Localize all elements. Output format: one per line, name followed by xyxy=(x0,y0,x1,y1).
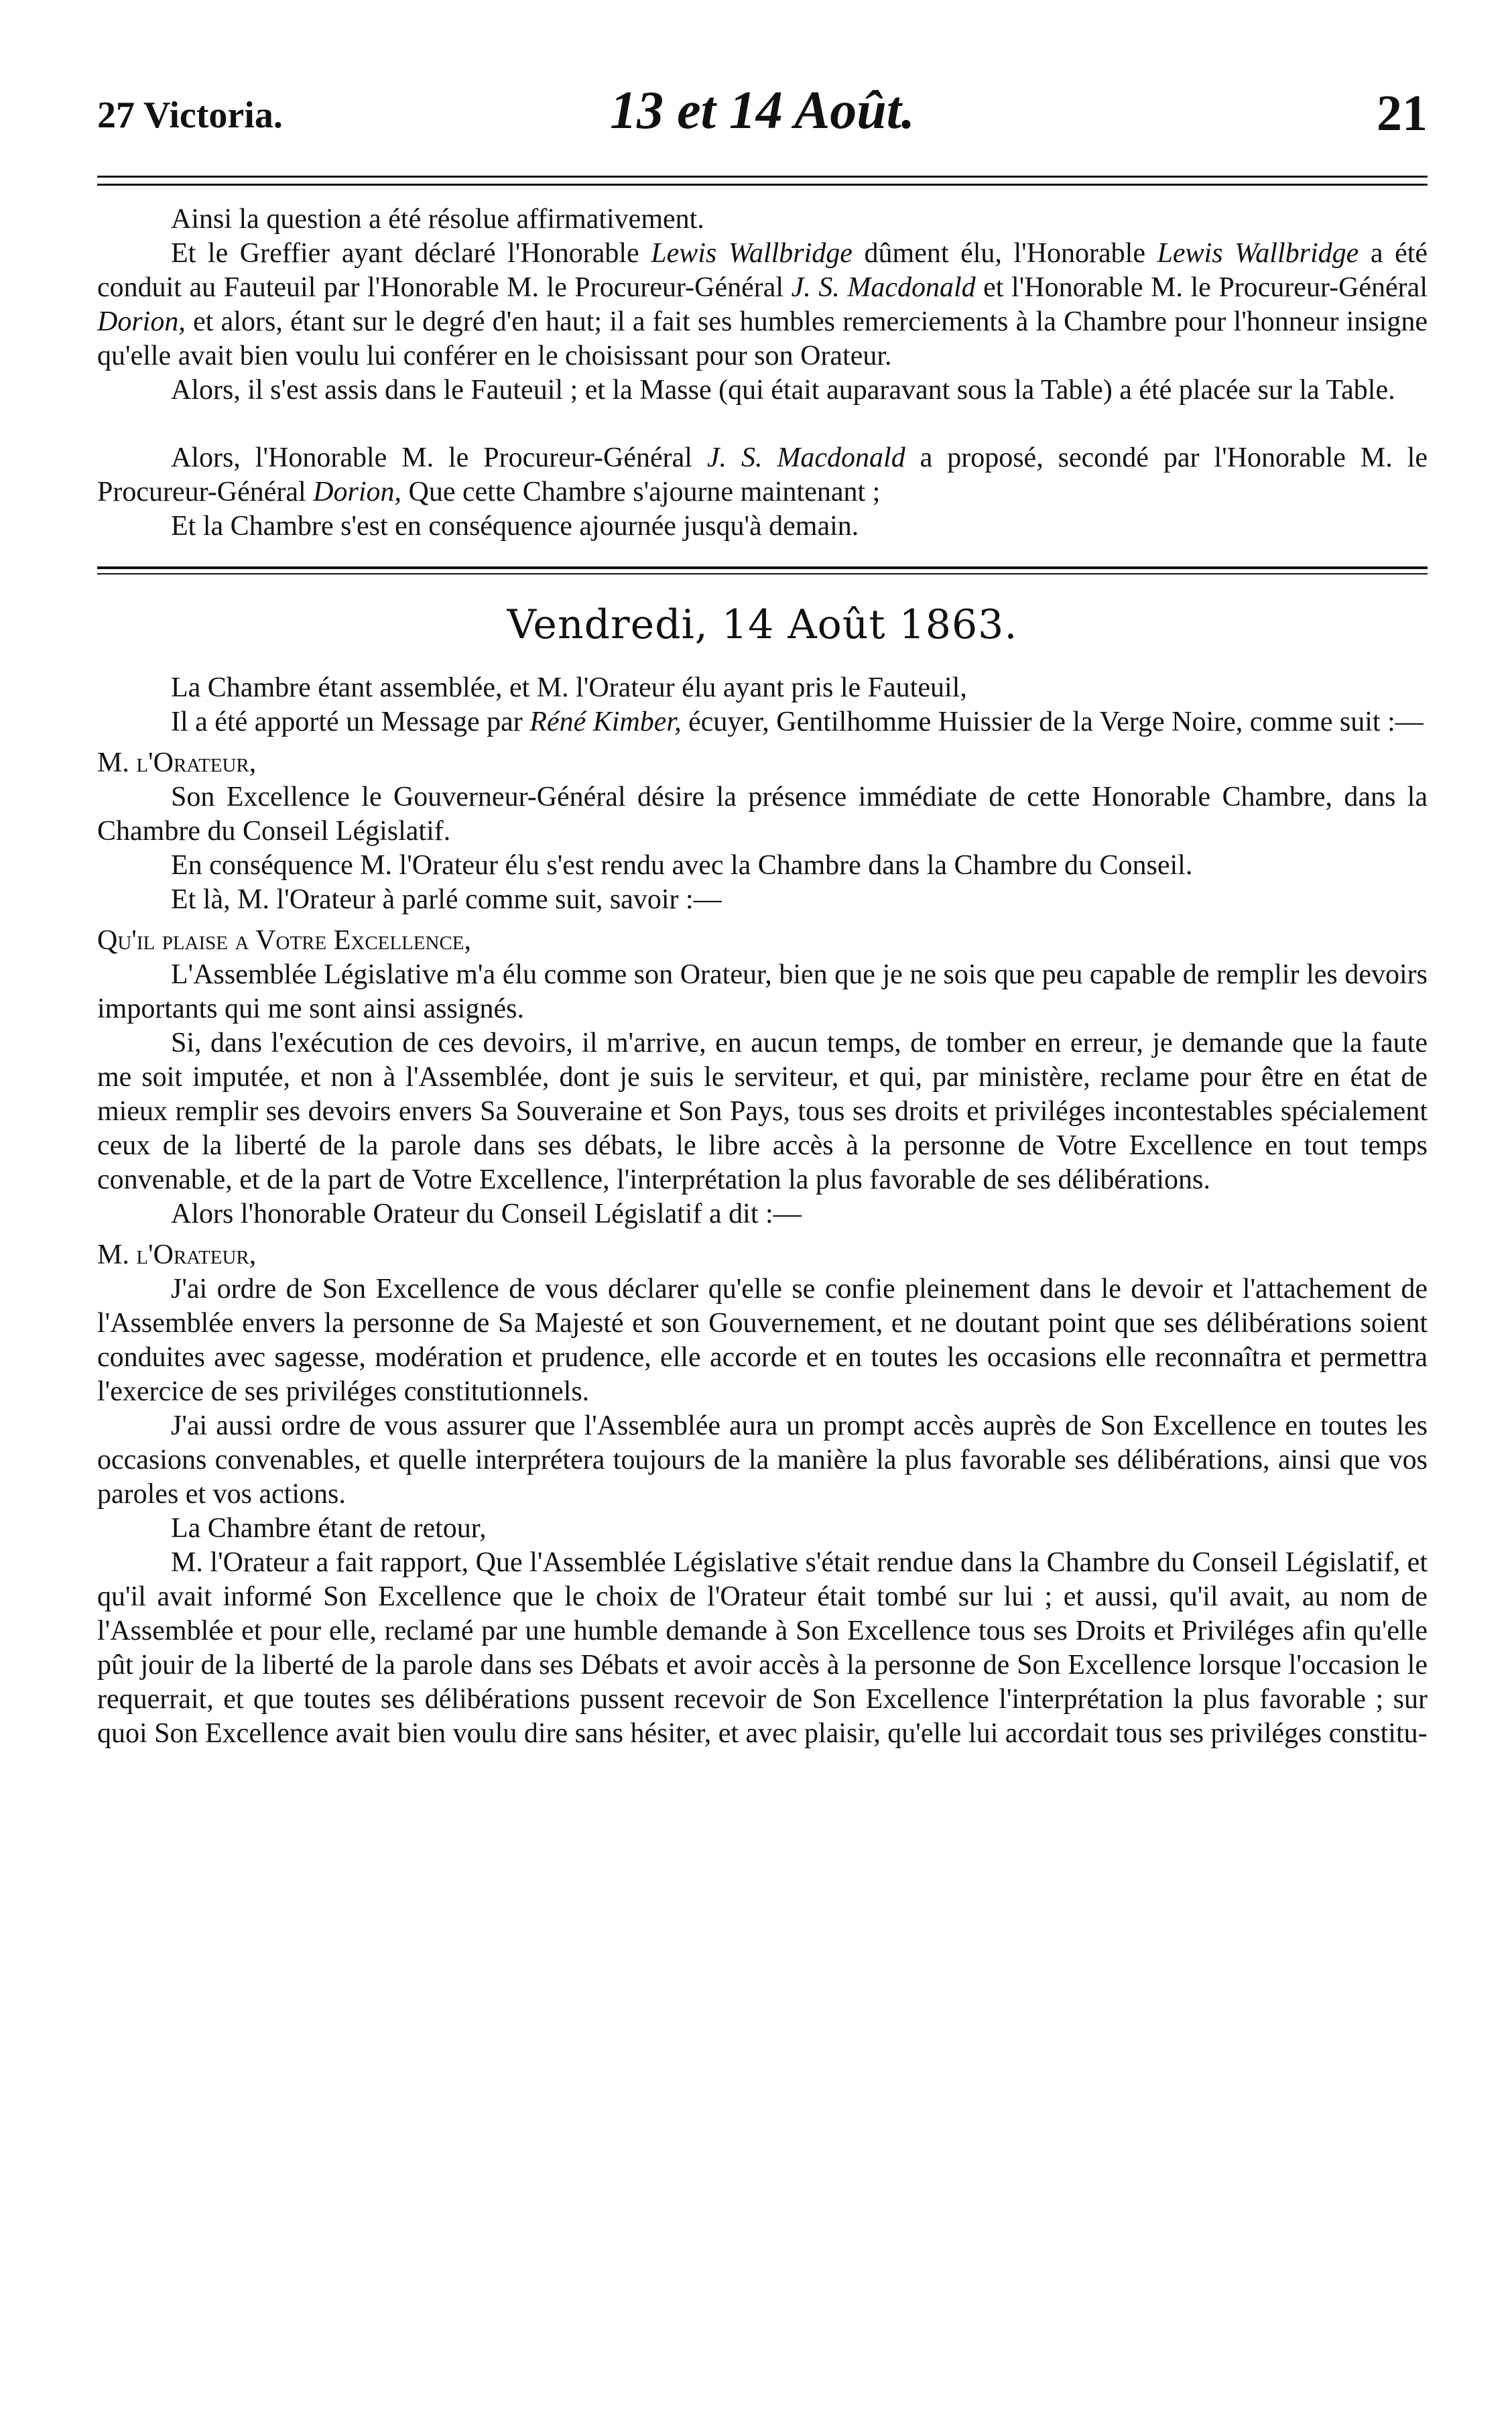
paragraph: La Chambre étant assemblée, et M. l'Orateur élu ayant pris le Fauteuil, xyxy=(171,672,967,703)
paragraph: En conséquence M. l'Orateur élu s'est rendu avec la Chambre dans la Chambre du Conseil. xyxy=(171,850,1193,881)
page-number: 21 xyxy=(1377,85,1428,141)
paragraph: Et le Greffier ayant déclaré l'Honorable Lewis Wallbridge dûment élu, l'Honorable Lewis Wallbridge a été conduit au Fauteuil par l'Honorable M. le Procureur-Général J. S. Macdonald et l'Honorable M. le Procureur-Général Dorion, et alors, étant sur le degré d'en haut; il a fait ses humbles remerciements à la Chambre pour l'honneur insigne qu'elle avait bien voulu lui conférer en le choisissant pour son Orateur. xyxy=(97,238,1428,371)
salutation: Qu'il plaise a Votre Excellence, xyxy=(97,925,472,956)
section-divider xyxy=(97,566,1428,579)
header-rule xyxy=(97,176,1428,193)
journal-page xyxy=(97,80,1428,1751)
day-heading: Vendredi, 14 Août 1863. xyxy=(507,601,1018,648)
page-header xyxy=(97,80,1428,154)
paragraph: Et la Chambre s'est en conséquence ajournée jusqu'à demain. xyxy=(171,511,859,542)
page-date: 13 et 14 Août. xyxy=(610,81,915,140)
paragraph: Son Excellence le Gouverneur-Général désire la présence immédiate de cette Honorable Chambre, dans la Chambre du Conseil Législatif. xyxy=(97,782,1428,847)
salutation: M. l'Orateur, xyxy=(97,1239,257,1270)
paragraph: Et là, M. l'Orateur à parlé comme suit, savoir :— xyxy=(171,884,722,915)
salutation: M. l'Orateur, xyxy=(97,747,257,778)
paragraph: J'ai aussi ordre de vous assurer que l'Assemblée aura un prompt accès auprès de Son Excellence en toutes les occasions convenables, et quelle interprétera toujours de la manière la plus favorable ses délibérations, ainsi que vos paroles et vos actions. xyxy=(97,1410,1428,1510)
paragraph: Alors l'honorable Orateur du Conseil Législatif a dit :— xyxy=(171,1199,802,1229)
regnal-year: 27 Victoria. xyxy=(97,95,283,136)
paragraph: Il a été apporté un Message par Réné Kimber, écuyer, Gentilhomme Huissier de la Verge Noire, comme suit :— xyxy=(171,707,1424,737)
paragraph: Ainsi la question a été résolue affirmativement. xyxy=(171,204,704,235)
paragraph: Si, dans l'exécution de ces devoirs, il m'arrive, en aucun temps, de tomber en erreur, je demande que la faute me soit imputée, et non à l'Assemblée, dont je suis le serviteur, et qui, par ministère, reclame pour être en état de mieux remplir ses devoirs envers Sa Souveraine et Son Pays, tous ses droits et priviléges incontestables spécialement ceux de la liberté de la parole dans ses débats, le libre accès à la personne de Votre Excellence en tout temps convenable, et de la part de Votre Excellence, l'interprétation la plus favorable de ses délibérations. xyxy=(97,1028,1428,1195)
paragraph: M. l'Orateur a fait rapport, Que l'Assemblée Législative s'était rendue dans la Chambre du Conseil Législatif, et qu'il avait informé Son Excellence que le choix de l'Orateur était tombé sur lui ; et aussi, qu'il avait, au nom de l'Assemblée et pour elle, reclamé par une humble demande à Son Excellence tous ses Droits et Priviléges afin qu'elle pût jouir de la liberté de la parole dans ses Débats et avoir accès à la personne de Son Excellence lorsque l'occasion le requerrait, et que toutes ses délibérations pussent recevoir de Son Excellence l'interprétation la plus favorable ; sur quoi Son Excellence avait bien voulu dire sans hésiter, et avec plaisir, qu'elle lui accordait tous ses priviléges constitu- xyxy=(97,1547,1428,1749)
paragraph: L'Assemblée Législative m'a élu comme son Orateur, bien que je ne sois que peu capable de remplir les devoirs importants qui me sont ainsi assignés. xyxy=(97,959,1428,1024)
paragraph: La Chambre étant de retour, xyxy=(171,1513,487,1544)
paragraph: Alors, l'Honorable M. le Procureur-Général J. S. Macdonald a proposé, secondé par l'Honorable M. le Procureur-Général Dorion, Que cette Chambre s'ajourne maintenant ; xyxy=(97,442,1428,507)
paragraph: J'ai ordre de Son Excellence de vous déclarer qu'elle se confie pleinement dans le devoir et l'attachement de l'Assemblée envers la personne de Sa Majesté et son Gouvernement, et ne doutant point que ses délibérations soient conduites avec sagesse, modération et prudence, elle accorde et en toutes les occasions elle reconnaîtra et permettra l'exercice de ses priviléges constitutionnels. xyxy=(97,1274,1428,1407)
paragraph: Alors, il s'est assis dans le Fauteuil ; et la Masse (qui était auparavant sous la Table) a été placée sur la Table. xyxy=(171,375,1395,406)
